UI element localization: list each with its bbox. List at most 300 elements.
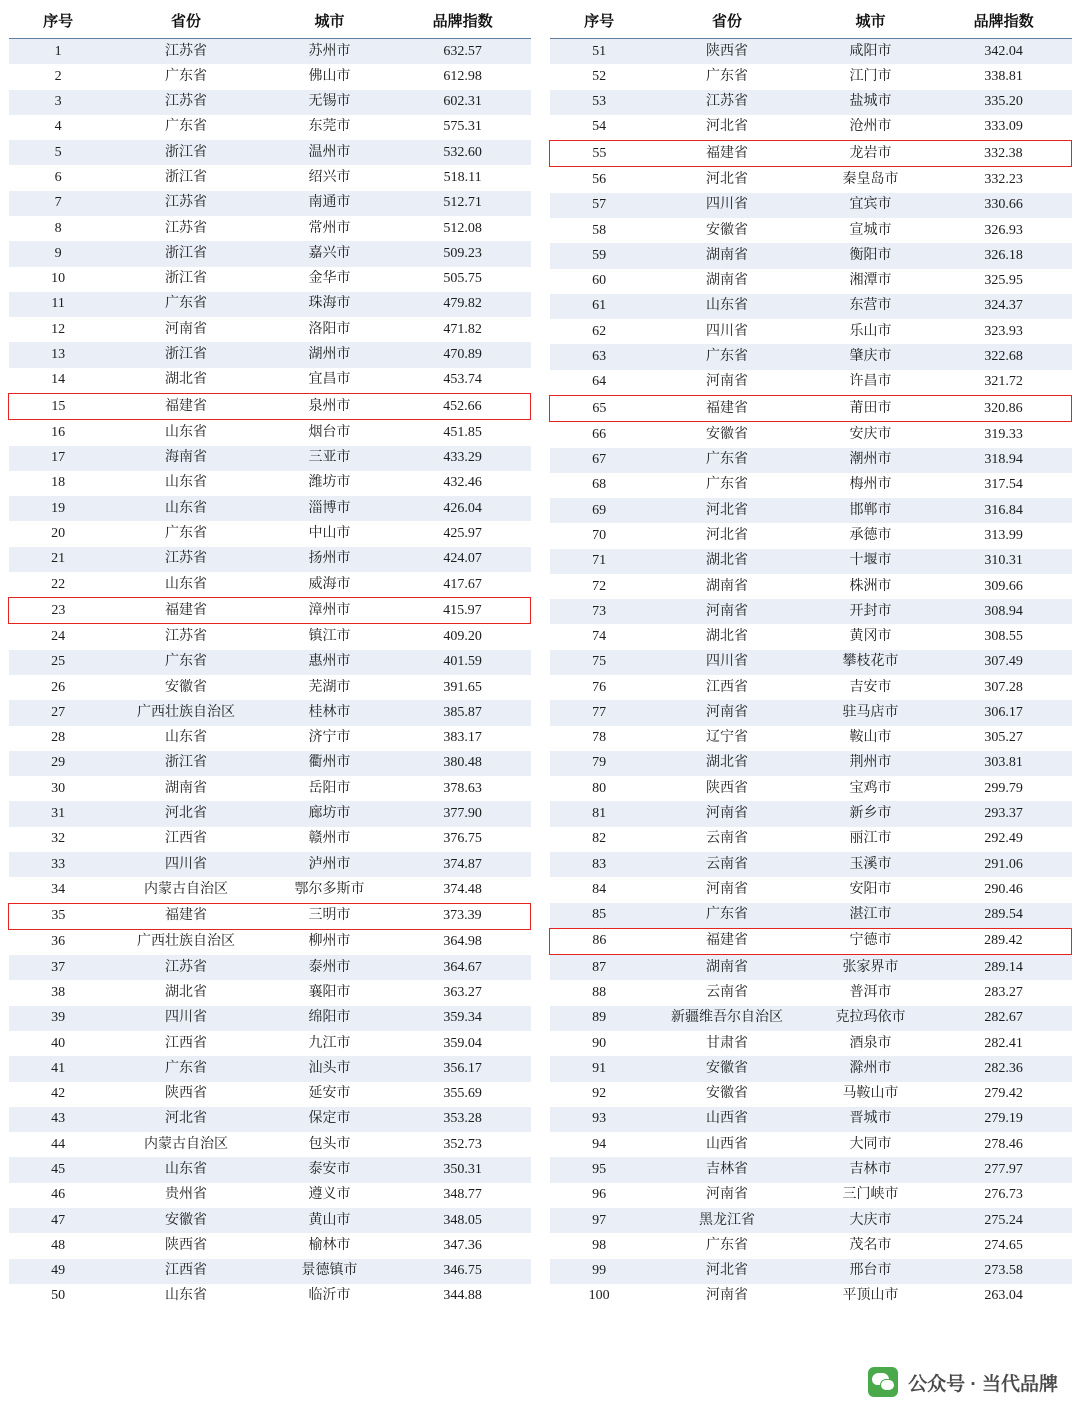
table-row bbox=[550, 370, 1072, 396]
table-row bbox=[550, 269, 1072, 294]
cell-brand-index: 303.81 bbox=[936, 751, 1072, 776]
cell-brand-index: 518.11 bbox=[395, 165, 531, 190]
header-brand-index: 品牌指数 bbox=[936, 4, 1072, 39]
table-row bbox=[550, 319, 1072, 344]
cell-province: 江苏省 bbox=[108, 191, 265, 216]
table-row bbox=[550, 218, 1072, 243]
cell-city: 济宁市 bbox=[264, 726, 395, 751]
cell-rank: 21 bbox=[9, 547, 108, 572]
cell-brand-index: 359.34 bbox=[395, 1006, 531, 1031]
cell-brand-index: 602.31 bbox=[395, 90, 531, 115]
cell-rank: 57 bbox=[550, 193, 649, 218]
table-row bbox=[550, 980, 1072, 1005]
cell-rank: 92 bbox=[550, 1082, 649, 1107]
table-row bbox=[9, 1233, 531, 1258]
cell-rank: 42 bbox=[9, 1082, 108, 1107]
cell-province: 湖南省 bbox=[649, 243, 806, 268]
cell-rank: 6 bbox=[9, 165, 108, 190]
cell-brand-index: 432.46 bbox=[395, 471, 531, 496]
cell-brand-index: 359.04 bbox=[395, 1031, 531, 1056]
cell-rank: 1 bbox=[9, 39, 108, 65]
cell-province: 安徽省 bbox=[649, 1056, 806, 1081]
table-row bbox=[550, 1183, 1072, 1208]
cell-rank: 91 bbox=[550, 1056, 649, 1081]
cell-rank: 45 bbox=[9, 1157, 108, 1182]
cell-province: 山东省 bbox=[108, 471, 265, 496]
cell-city: 许昌市 bbox=[805, 370, 936, 396]
table-row bbox=[550, 243, 1072, 268]
cell-brand-index: 346.75 bbox=[395, 1259, 531, 1284]
cell-rank: 72 bbox=[550, 574, 649, 599]
cell-city: 珠海市 bbox=[264, 292, 395, 317]
cell-brand-index: 293.37 bbox=[936, 801, 1072, 826]
cell-rank: 65 bbox=[550, 395, 649, 421]
cell-brand-index: 275.24 bbox=[936, 1208, 1072, 1233]
cell-city: 芜湖市 bbox=[264, 675, 395, 700]
cell-brand-index: 289.14 bbox=[936, 955, 1072, 981]
table-header-row bbox=[9, 4, 531, 39]
cell-province: 安徽省 bbox=[649, 422, 806, 448]
cell-rank: 38 bbox=[9, 980, 108, 1005]
cell-city: 黄山市 bbox=[264, 1208, 395, 1233]
cell-city: 遵义市 bbox=[264, 1183, 395, 1208]
cell-city: 惠州市 bbox=[264, 650, 395, 675]
cell-brand-index: 452.66 bbox=[395, 393, 531, 419]
cell-province: 山东省 bbox=[108, 496, 265, 521]
cell-city: 克拉玛依市 bbox=[805, 1006, 936, 1031]
table-row bbox=[550, 1233, 1072, 1258]
cell-rank: 41 bbox=[9, 1056, 108, 1081]
table-row bbox=[9, 852, 531, 877]
cell-brand-index: 283.27 bbox=[936, 980, 1072, 1005]
cell-province: 山东省 bbox=[108, 1157, 265, 1182]
cell-province: 湖南省 bbox=[649, 269, 806, 294]
cell-city: 潍坊市 bbox=[264, 471, 395, 496]
cell-rank: 11 bbox=[9, 292, 108, 317]
cell-city: 常州市 bbox=[264, 216, 395, 241]
cell-province: 广东省 bbox=[108, 650, 265, 675]
cell-rank: 35 bbox=[9, 903, 108, 929]
cell-rank: 87 bbox=[550, 955, 649, 981]
cell-province: 山东省 bbox=[108, 420, 265, 446]
table-row bbox=[550, 1056, 1072, 1081]
cell-city: 株洲市 bbox=[805, 574, 936, 599]
cell-city: 江门市 bbox=[805, 64, 936, 89]
cell-province: 福建省 bbox=[649, 395, 806, 421]
cell-city: 滁州市 bbox=[805, 1056, 936, 1081]
cell-city: 廊坊市 bbox=[264, 801, 395, 826]
cell-city: 绍兴市 bbox=[264, 165, 395, 190]
table-row bbox=[9, 140, 531, 165]
cell-rank: 90 bbox=[550, 1031, 649, 1056]
cell-city: 柳州市 bbox=[264, 929, 395, 955]
cell-brand-index: 332.38 bbox=[936, 141, 1072, 167]
table-row bbox=[9, 115, 531, 140]
cell-brand-index: 276.73 bbox=[936, 1183, 1072, 1208]
cell-province: 江西省 bbox=[108, 827, 265, 852]
table-row bbox=[9, 317, 531, 342]
cell-rank: 19 bbox=[9, 496, 108, 521]
cell-brand-index: 355.69 bbox=[395, 1082, 531, 1107]
cell-province: 河南省 bbox=[649, 1183, 806, 1208]
cell-rank: 76 bbox=[550, 675, 649, 700]
cell-city: 九江市 bbox=[264, 1031, 395, 1056]
cell-brand-index: 279.42 bbox=[936, 1082, 1072, 1107]
cell-brand-index: 385.87 bbox=[395, 700, 531, 725]
header-city: 城市 bbox=[264, 4, 395, 39]
cell-province: 安徽省 bbox=[649, 218, 806, 243]
cell-city: 秦皇岛市 bbox=[805, 167, 936, 193]
cell-province: 安徽省 bbox=[108, 675, 265, 700]
cell-brand-index: 335.20 bbox=[936, 90, 1072, 115]
table-row bbox=[9, 1183, 531, 1208]
cell-rank: 3 bbox=[9, 90, 108, 115]
cell-city: 宣城市 bbox=[805, 218, 936, 243]
cell-brand-index: 313.99 bbox=[936, 523, 1072, 548]
cell-city: 镇江市 bbox=[264, 624, 395, 650]
cell-brand-index: 308.55 bbox=[936, 624, 1072, 649]
cell-city: 大庆市 bbox=[805, 1208, 936, 1233]
cell-province: 河南省 bbox=[649, 599, 806, 624]
cell-province: 江苏省 bbox=[108, 547, 265, 572]
cell-city: 沧州市 bbox=[805, 115, 936, 141]
cell-rank: 96 bbox=[550, 1183, 649, 1208]
cell-brand-index: 378.63 bbox=[395, 776, 531, 801]
cell-province: 广东省 bbox=[108, 292, 265, 317]
cell-province: 广东省 bbox=[108, 1056, 265, 1081]
table-row bbox=[9, 598, 531, 624]
cell-brand-index: 308.94 bbox=[936, 599, 1072, 624]
cell-province: 福建省 bbox=[108, 393, 265, 419]
cell-province: 广东省 bbox=[108, 64, 265, 89]
cell-rank: 20 bbox=[9, 521, 108, 546]
cell-city: 东莞市 bbox=[264, 115, 395, 140]
cell-rank: 32 bbox=[9, 827, 108, 852]
table-row bbox=[550, 599, 1072, 624]
table-row bbox=[9, 624, 531, 650]
cell-brand-index: 289.54 bbox=[936, 903, 1072, 929]
cell-province: 四川省 bbox=[108, 1006, 265, 1031]
cell-city: 吉林市 bbox=[805, 1157, 936, 1182]
cell-city: 邢台市 bbox=[805, 1259, 936, 1284]
table-row bbox=[550, 776, 1072, 801]
cell-brand-index: 376.75 bbox=[395, 827, 531, 852]
cell-brand-index: 326.93 bbox=[936, 218, 1072, 243]
cell-province: 河南省 bbox=[649, 370, 806, 396]
cell-brand-index: 424.07 bbox=[395, 547, 531, 572]
cell-province: 新疆维吾尔自治区 bbox=[649, 1006, 806, 1031]
cell-province: 陕西省 bbox=[108, 1082, 265, 1107]
cell-city: 保定市 bbox=[264, 1107, 395, 1132]
cell-city: 肇庆市 bbox=[805, 344, 936, 369]
cell-brand-index: 330.66 bbox=[936, 193, 1072, 218]
cell-city: 绵阳市 bbox=[264, 1006, 395, 1031]
cell-province: 吉林省 bbox=[649, 1157, 806, 1182]
cell-rank: 79 bbox=[550, 751, 649, 776]
cell-brand-index: 471.82 bbox=[395, 317, 531, 342]
cell-rank: 67 bbox=[550, 448, 649, 473]
cell-brand-index: 433.29 bbox=[395, 446, 531, 471]
cell-city: 莆田市 bbox=[805, 395, 936, 421]
table-row bbox=[9, 191, 531, 216]
cell-city: 玉溪市 bbox=[805, 852, 936, 877]
cell-city: 景德镇市 bbox=[264, 1259, 395, 1284]
cell-rank: 52 bbox=[550, 64, 649, 89]
cell-province: 浙江省 bbox=[108, 342, 265, 367]
cell-rank: 48 bbox=[9, 1233, 108, 1258]
table-row bbox=[9, 420, 531, 446]
table-row bbox=[550, 903, 1072, 929]
cell-brand-index: 342.04 bbox=[936, 39, 1072, 65]
cell-province: 河南省 bbox=[108, 317, 265, 342]
cell-rank: 36 bbox=[9, 929, 108, 955]
cell-brand-index: 332.23 bbox=[936, 167, 1072, 193]
cell-rank: 17 bbox=[9, 446, 108, 471]
cell-rank: 40 bbox=[9, 1031, 108, 1056]
cell-city: 泰州市 bbox=[264, 955, 395, 980]
table-row bbox=[9, 1208, 531, 1233]
cell-rank: 84 bbox=[550, 877, 649, 902]
table-row bbox=[9, 827, 531, 852]
cell-brand-index: 348.05 bbox=[395, 1208, 531, 1233]
table-row bbox=[9, 776, 531, 801]
cell-city: 丽江市 bbox=[805, 827, 936, 852]
cell-rank: 77 bbox=[550, 700, 649, 725]
cell-brand-index: 323.93 bbox=[936, 319, 1072, 344]
table-row bbox=[550, 1259, 1072, 1284]
cell-city: 黄冈市 bbox=[805, 624, 936, 649]
cell-rank: 93 bbox=[550, 1107, 649, 1132]
table-row bbox=[550, 955, 1072, 981]
cell-province: 湖北省 bbox=[649, 751, 806, 776]
cell-province: 甘肃省 bbox=[649, 1031, 806, 1056]
cell-province: 河北省 bbox=[649, 498, 806, 523]
cell-rank: 88 bbox=[550, 980, 649, 1005]
left-column bbox=[8, 4, 531, 1423]
cell-province: 广西壮族自治区 bbox=[108, 700, 265, 725]
table-row bbox=[550, 395, 1072, 421]
table-row bbox=[9, 801, 531, 826]
header-rank: 序号 bbox=[9, 4, 108, 39]
cell-rank: 74 bbox=[550, 624, 649, 649]
cell-rank: 14 bbox=[9, 368, 108, 394]
table-row bbox=[550, 64, 1072, 89]
cell-province: 江苏省 bbox=[108, 955, 265, 980]
table-row bbox=[550, 1031, 1072, 1056]
cell-city: 三亚市 bbox=[264, 446, 395, 471]
table-row bbox=[550, 801, 1072, 826]
cell-province: 贵州省 bbox=[108, 1183, 265, 1208]
cell-rank: 33 bbox=[9, 852, 108, 877]
table-row bbox=[9, 1056, 531, 1081]
cell-city: 普洱市 bbox=[805, 980, 936, 1005]
cell-city: 宁德市 bbox=[805, 928, 936, 954]
table-row bbox=[550, 650, 1072, 675]
table-body-left bbox=[9, 39, 531, 1310]
table-row bbox=[9, 726, 531, 751]
cell-province: 山东省 bbox=[108, 726, 265, 751]
cell-rank: 39 bbox=[9, 1006, 108, 1031]
cell-province: 辽宁省 bbox=[649, 726, 806, 751]
cell-rank: 29 bbox=[9, 751, 108, 776]
cell-brand-index: 425.97 bbox=[395, 521, 531, 546]
cell-city: 佛山市 bbox=[264, 64, 395, 89]
cell-rank: 94 bbox=[550, 1132, 649, 1157]
cell-brand-index: 391.65 bbox=[395, 675, 531, 700]
cell-city: 宜宾市 bbox=[805, 193, 936, 218]
watermark-text: 公众号 · 当代品牌 bbox=[908, 1373, 1058, 1395]
cell-rank: 50 bbox=[9, 1284, 108, 1309]
cell-province: 河北省 bbox=[649, 115, 806, 141]
cell-brand-index: 451.85 bbox=[395, 420, 531, 446]
cell-province: 河南省 bbox=[649, 801, 806, 826]
table-row bbox=[9, 446, 531, 471]
cell-province: 湖南省 bbox=[108, 776, 265, 801]
cell-city: 酒泉市 bbox=[805, 1031, 936, 1056]
cell-rank: 9 bbox=[9, 241, 108, 266]
table-row bbox=[550, 523, 1072, 548]
cell-brand-index: 417.67 bbox=[395, 572, 531, 598]
cell-brand-index: 310.31 bbox=[936, 549, 1072, 574]
table-row bbox=[9, 521, 531, 546]
ranking-table-right bbox=[549, 4, 1072, 1309]
cell-city: 三门峡市 bbox=[805, 1183, 936, 1208]
cell-brand-index: 282.41 bbox=[936, 1031, 1072, 1056]
table-row bbox=[9, 64, 531, 89]
cell-province: 浙江省 bbox=[108, 165, 265, 190]
cell-brand-index: 364.67 bbox=[395, 955, 531, 980]
cell-city: 盐城市 bbox=[805, 90, 936, 115]
cell-city: 龙岩市 bbox=[805, 141, 936, 167]
cell-province: 安徽省 bbox=[649, 1082, 806, 1107]
cell-brand-index: 307.49 bbox=[936, 650, 1072, 675]
cell-province: 陕西省 bbox=[649, 776, 806, 801]
cell-province: 湖南省 bbox=[649, 955, 806, 981]
cell-province: 湖北省 bbox=[108, 368, 265, 394]
cell-brand-index: 479.82 bbox=[395, 292, 531, 317]
table-row bbox=[9, 877, 531, 903]
cell-rank: 56 bbox=[550, 167, 649, 193]
cell-province: 四川省 bbox=[108, 852, 265, 877]
table-row bbox=[9, 471, 531, 496]
header-city: 城市 bbox=[805, 4, 936, 39]
table-row bbox=[9, 1082, 531, 1107]
cell-province: 内蒙古自治区 bbox=[108, 1132, 265, 1157]
cell-city: 包头市 bbox=[264, 1132, 395, 1157]
cell-rank: 97 bbox=[550, 1208, 649, 1233]
cell-city: 十堰市 bbox=[805, 549, 936, 574]
cell-rank: 53 bbox=[550, 90, 649, 115]
table-row bbox=[550, 700, 1072, 725]
cell-brand-index: 453.74 bbox=[395, 368, 531, 394]
cell-rank: 61 bbox=[550, 294, 649, 319]
cell-city: 泉州市 bbox=[264, 393, 395, 419]
cell-city: 咸阳市 bbox=[805, 39, 936, 65]
table-row bbox=[550, 1107, 1072, 1132]
cell-city: 汕头市 bbox=[264, 1056, 395, 1081]
cell-rank: 15 bbox=[9, 393, 108, 419]
watermark bbox=[868, 1367, 1058, 1397]
cell-brand-index: 325.95 bbox=[936, 269, 1072, 294]
table-row bbox=[550, 294, 1072, 319]
cell-brand-index: 320.86 bbox=[936, 395, 1072, 421]
cell-rank: 7 bbox=[9, 191, 108, 216]
cell-brand-index: 344.88 bbox=[395, 1284, 531, 1309]
cell-rank: 73 bbox=[550, 599, 649, 624]
cell-province: 江苏省 bbox=[108, 216, 265, 241]
cell-province: 福建省 bbox=[649, 928, 806, 954]
table-row bbox=[550, 167, 1072, 193]
cell-brand-index: 352.73 bbox=[395, 1132, 531, 1157]
table-row bbox=[9, 1107, 531, 1132]
cell-province: 浙江省 bbox=[108, 140, 265, 165]
table-row bbox=[9, 39, 531, 65]
cell-city: 鄂尔多斯市 bbox=[264, 877, 395, 903]
cell-province: 广东省 bbox=[108, 521, 265, 546]
cell-province: 广东省 bbox=[649, 903, 806, 929]
cell-province: 河南省 bbox=[649, 877, 806, 902]
cell-brand-index: 338.81 bbox=[936, 64, 1072, 89]
header-rank: 序号 bbox=[550, 4, 649, 39]
cell-rank: 10 bbox=[9, 267, 108, 292]
cell-rank: 71 bbox=[550, 549, 649, 574]
cell-brand-index: 292.49 bbox=[936, 827, 1072, 852]
table-row bbox=[9, 342, 531, 367]
cell-rank: 24 bbox=[9, 624, 108, 650]
cell-brand-index: 326.18 bbox=[936, 243, 1072, 268]
cell-brand-index: 401.59 bbox=[395, 650, 531, 675]
cell-city: 茂名市 bbox=[805, 1233, 936, 1258]
cell-rank: 68 bbox=[550, 473, 649, 498]
cell-brand-index: 350.31 bbox=[395, 1157, 531, 1182]
cell-brand-index: 317.54 bbox=[936, 473, 1072, 498]
cell-city: 延安市 bbox=[264, 1082, 395, 1107]
cell-brand-index: 279.19 bbox=[936, 1107, 1072, 1132]
cell-city: 三明市 bbox=[264, 903, 395, 929]
cell-province: 河南省 bbox=[649, 1284, 806, 1309]
cell-city: 新乡市 bbox=[805, 801, 936, 826]
cell-city: 苏州市 bbox=[264, 39, 395, 65]
table-body-right bbox=[550, 39, 1072, 1310]
table-row bbox=[550, 1284, 1072, 1309]
cell-rank: 85 bbox=[550, 903, 649, 929]
cell-rank: 44 bbox=[9, 1132, 108, 1157]
cell-city: 临沂市 bbox=[264, 1284, 395, 1309]
cell-province: 江西省 bbox=[108, 1031, 265, 1056]
cell-province: 云南省 bbox=[649, 827, 806, 852]
cell-province: 陕西省 bbox=[649, 39, 806, 65]
cell-rank: 89 bbox=[550, 1006, 649, 1031]
cell-city: 湖州市 bbox=[264, 342, 395, 367]
cell-rank: 81 bbox=[550, 801, 649, 826]
cell-province: 广东省 bbox=[649, 344, 806, 369]
cell-brand-index: 291.06 bbox=[936, 852, 1072, 877]
cell-city: 泸州市 bbox=[264, 852, 395, 877]
table-row bbox=[9, 955, 531, 980]
cell-rank: 47 bbox=[9, 1208, 108, 1233]
table-row bbox=[550, 1208, 1072, 1233]
table-row bbox=[9, 903, 531, 929]
cell-brand-index: 282.36 bbox=[936, 1056, 1072, 1081]
cell-city: 赣州市 bbox=[264, 827, 395, 852]
cell-rank: 30 bbox=[9, 776, 108, 801]
cell-brand-index: 289.42 bbox=[936, 928, 1072, 954]
table-row bbox=[9, 929, 531, 955]
table-row bbox=[9, 1031, 531, 1056]
cell-rank: 63 bbox=[550, 344, 649, 369]
cell-rank: 4 bbox=[9, 115, 108, 140]
cell-rank: 43 bbox=[9, 1107, 108, 1132]
